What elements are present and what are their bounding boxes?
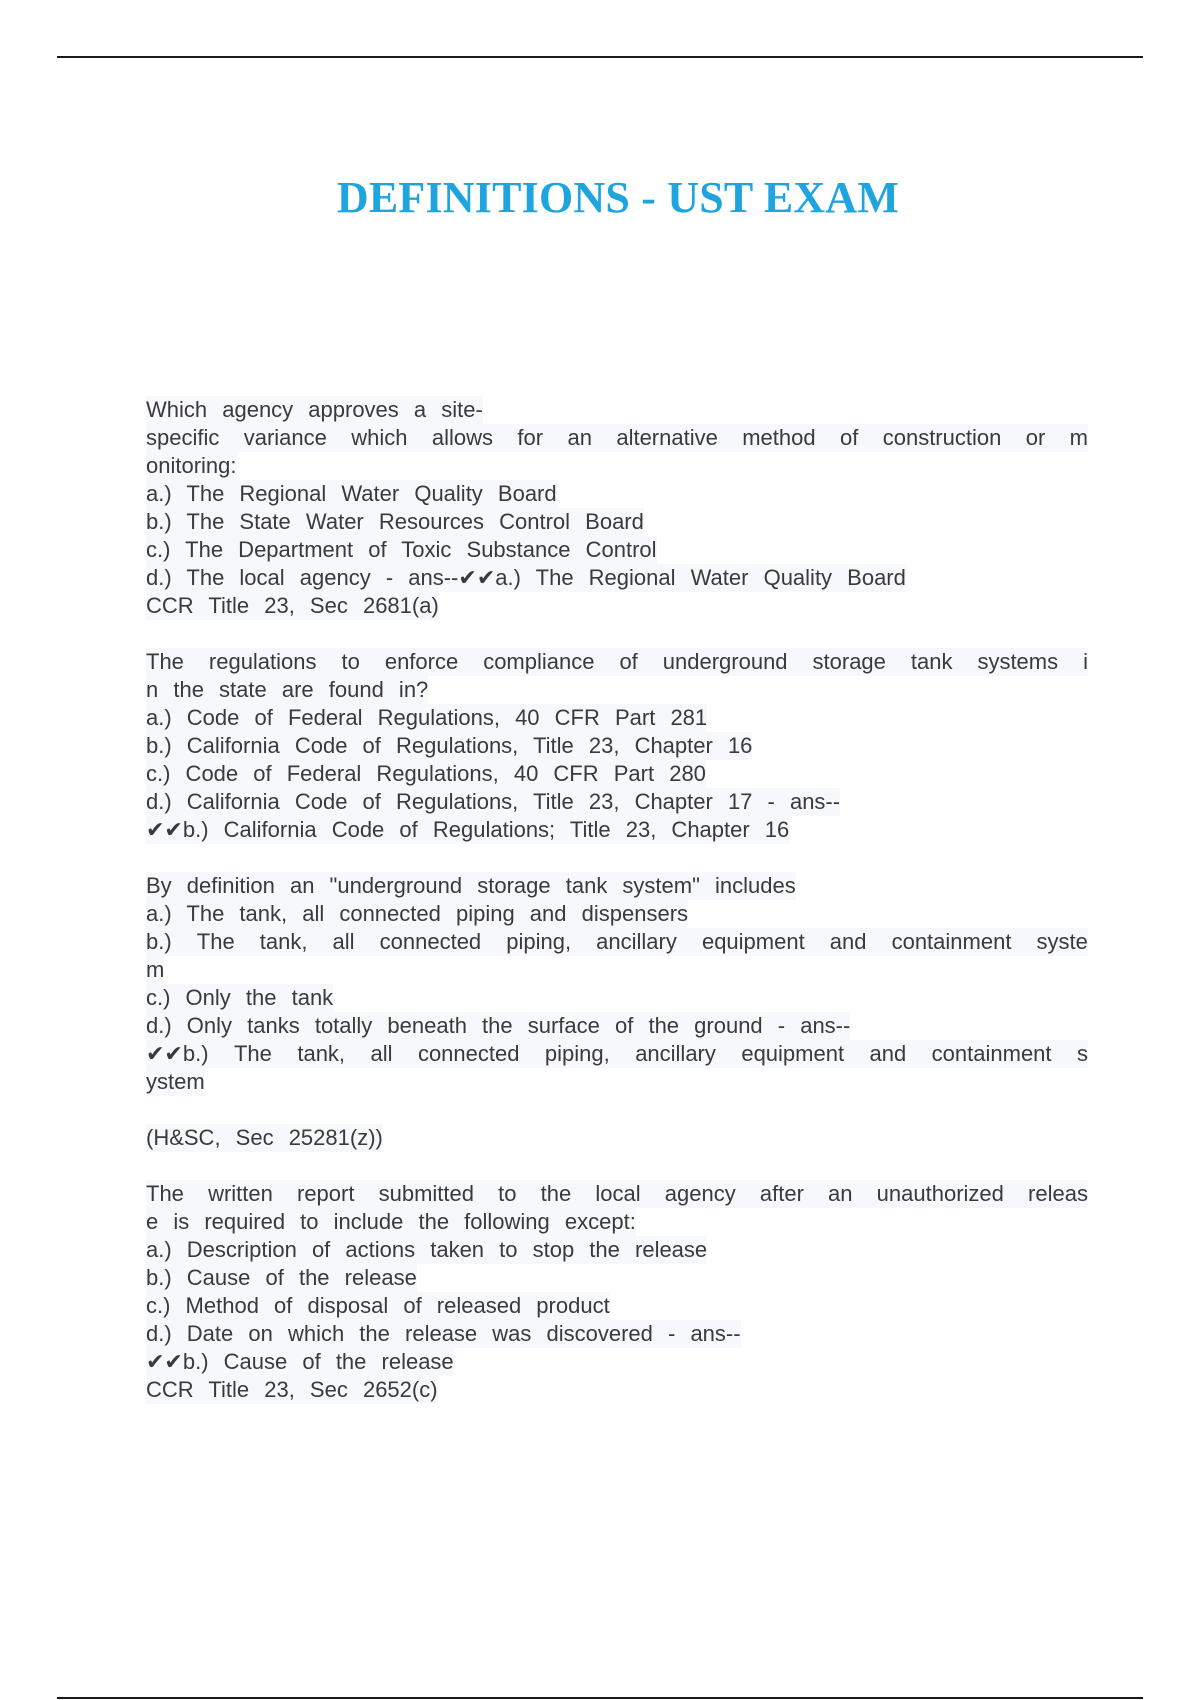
bottom-rule bbox=[57, 1697, 1143, 1699]
answer-option: c.) Code of Federal Regulations, 40 CFR Part 280 bbox=[146, 761, 706, 786]
answer-line: ✔✔b.) The tank, all connected piping, ancillary equipment and containment s bbox=[146, 1041, 1088, 1066]
answer-option: b.) California Code of Regulations, Title 23, Chapter 16 bbox=[146, 733, 753, 758]
qa-block-2 bbox=[146, 648, 1088, 844]
document-title: DEFINITIONS - UST EXAM bbox=[336, 173, 900, 222]
answer-option: m bbox=[146, 957, 165, 982]
answer-line: ✔✔b.) California Code of Regulations; Title 23, Chapter 16 bbox=[146, 817, 790, 842]
answer-option: a.) The Regional Water Quality Board bbox=[146, 481, 557, 506]
answer-option: d.) Date on which the release was discovered - ans-- bbox=[146, 1321, 741, 1346]
answer-option: c.) Method of disposal of released product bbox=[146, 1293, 610, 1318]
reference-line: CCR Title 23, Sec 2681(a) bbox=[146, 593, 439, 618]
question-line: onitoring: bbox=[146, 453, 237, 478]
qa-block-4 bbox=[146, 1124, 1088, 1152]
answer-option: d.) The local agency - ans--✔✔a.) The Regional Water Quality Board bbox=[146, 565, 906, 590]
question-line: The regulations to enforce compliance of underground storage tank systems i bbox=[146, 649, 1088, 674]
document-body bbox=[146, 396, 1088, 1432]
top-rule bbox=[57, 56, 1143, 58]
reference-line: (H&SC, Sec 25281(z)) bbox=[146, 1125, 383, 1150]
answer-option: a.) Code of Federal Regulations, 40 CFR Part 281 bbox=[146, 705, 708, 730]
qa-block-3 bbox=[146, 872, 1088, 1096]
answer-option: d.) California Code of Regulations, Title 23, Chapter 17 - ans-- bbox=[146, 789, 841, 814]
answer-option: b.) The State Water Resources Control Board bbox=[146, 509, 644, 534]
answer-option: a.) The tank, all connected piping and dispensers bbox=[146, 901, 689, 926]
answer-option: b.) Cause of the release bbox=[146, 1265, 417, 1290]
answer-option: b.) The tank, all connected piping, ancillary equipment and containment syste bbox=[146, 929, 1088, 954]
question-line: n the state are found in? bbox=[146, 677, 429, 702]
qa-block-1 bbox=[146, 396, 1088, 620]
qa-block-5 bbox=[146, 1180, 1088, 1404]
question-line: specific variance which allows for an alternative method of construction or m bbox=[146, 425, 1088, 450]
question-line: The written report submitted to the local agency after an unauthorized releas bbox=[146, 1181, 1088, 1206]
reference-line: CCR Title 23, Sec 2652(c) bbox=[146, 1377, 438, 1402]
answer-option: c.) Only the tank bbox=[146, 985, 334, 1010]
answer-line: ystem bbox=[146, 1069, 205, 1094]
question-line: e is required to include the following except: bbox=[146, 1209, 636, 1234]
question-line: Which agency approves a site- bbox=[146, 397, 483, 422]
question-line: By definition an "underground storage tank system" includes bbox=[146, 873, 796, 898]
answer-line: ✔✔b.) Cause of the release bbox=[146, 1349, 454, 1374]
answer-option: a.) Description of actions taken to stop the release bbox=[146, 1237, 708, 1262]
answer-option: d.) Only tanks totally beneath the surface of the ground - ans-- bbox=[146, 1013, 851, 1038]
answer-option: c.) The Department of Toxic Substance Control bbox=[146, 537, 657, 562]
